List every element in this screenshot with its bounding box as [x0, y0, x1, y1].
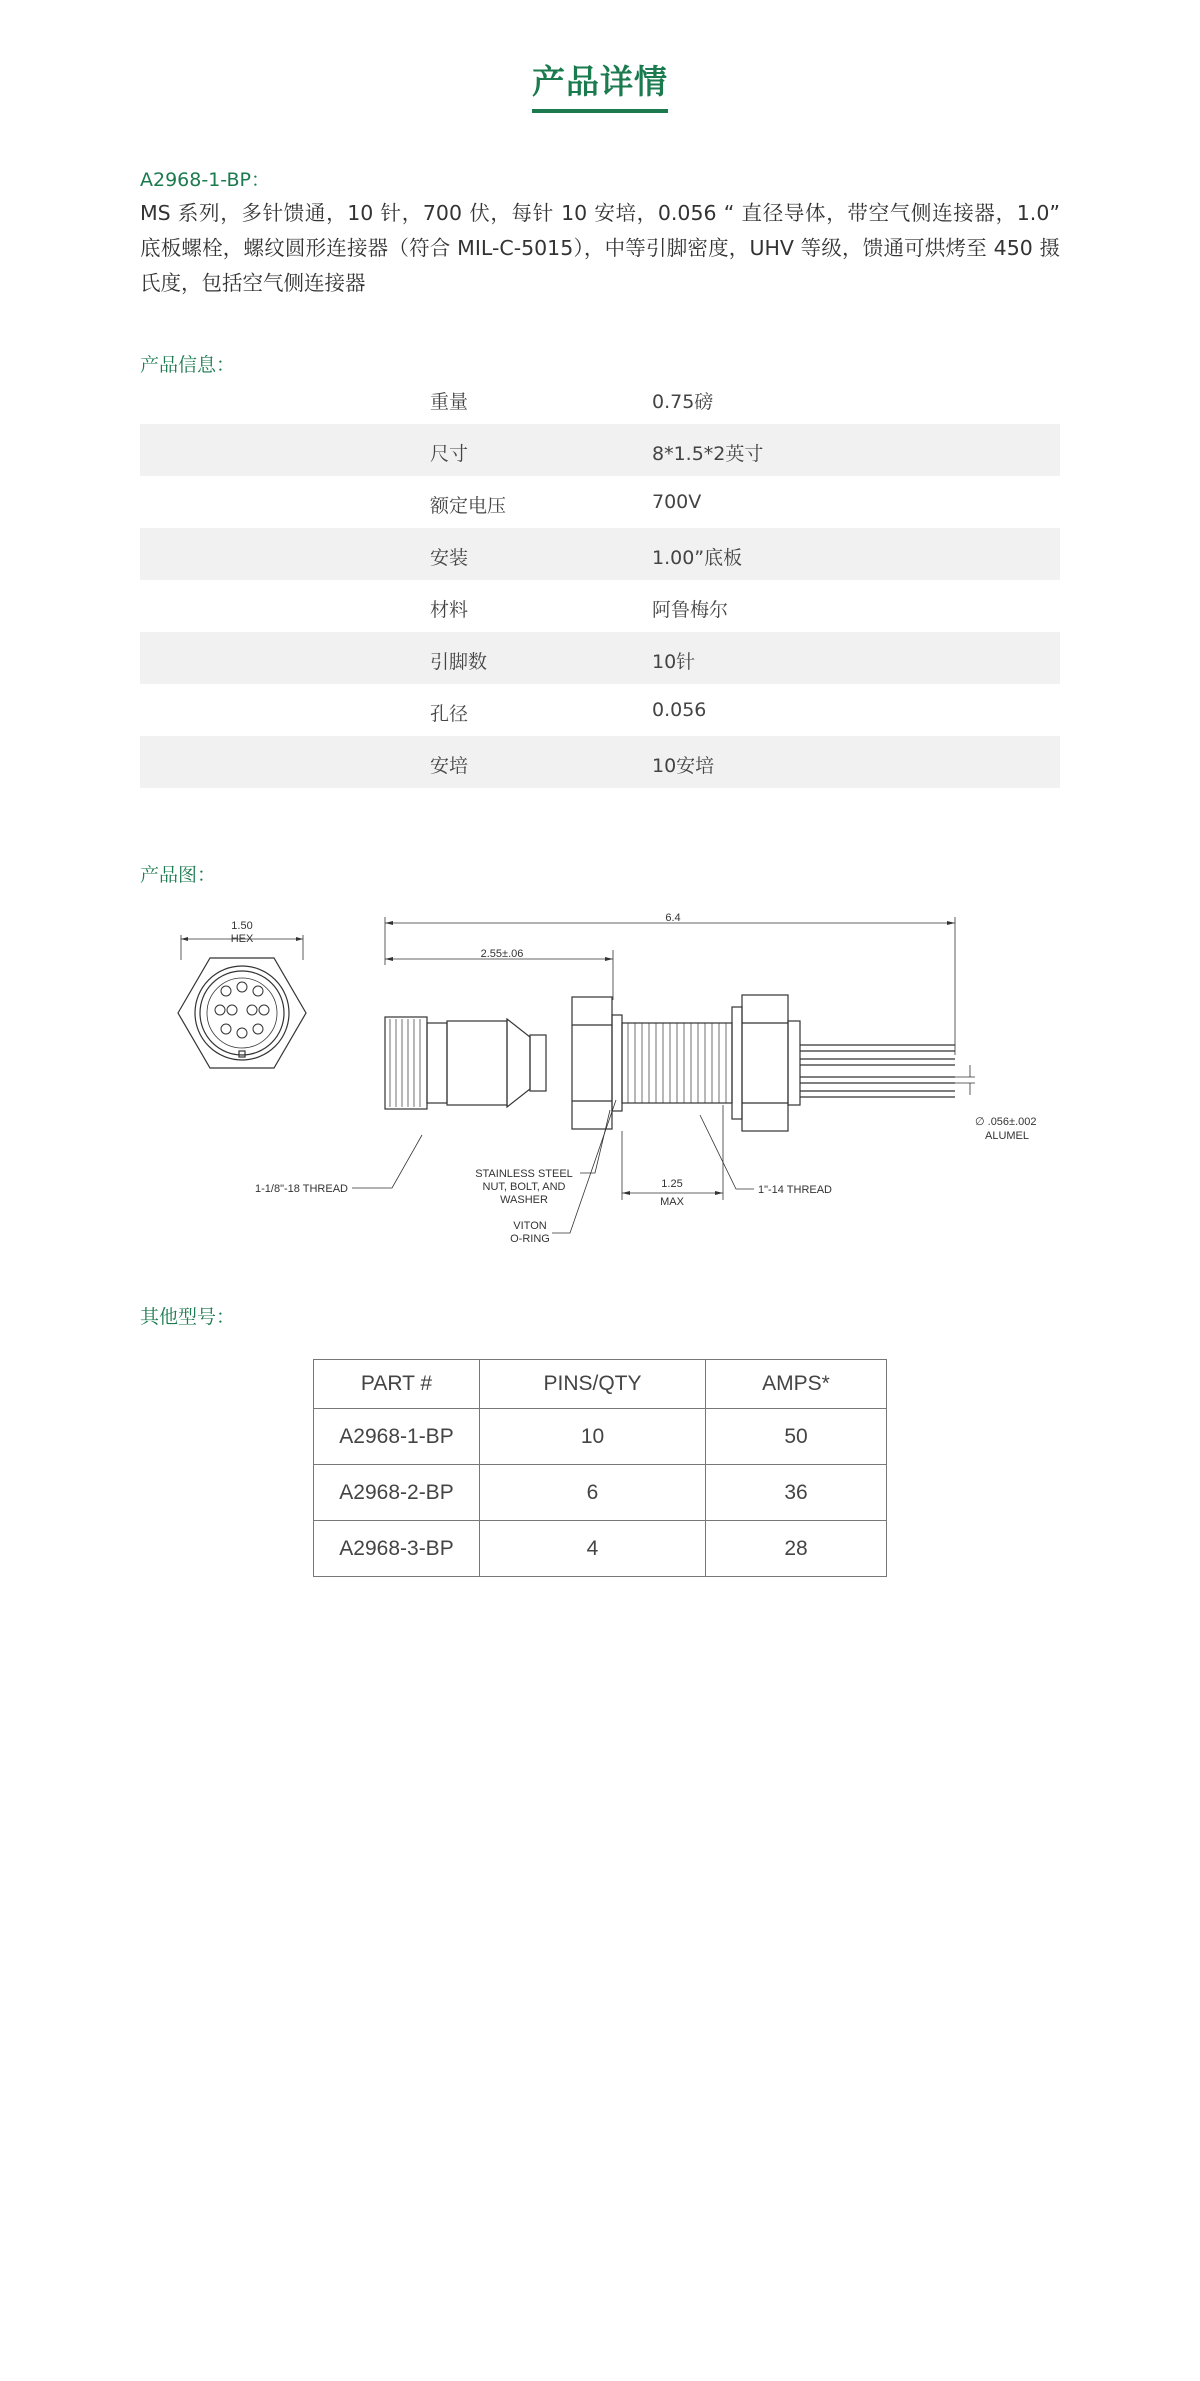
- cell-pins: 4: [480, 1521, 706, 1577]
- thread-18-label: 1-1/8"-18 THREAD: [255, 1183, 348, 1195]
- cell-amps: 36: [706, 1465, 887, 1521]
- info-row: [140, 736, 1060, 788]
- product-technical-drawing: [140, 895, 1060, 1275]
- nut-label-line2: NUT, BOLT, AND: [482, 1181, 566, 1193]
- hex-label: HEX: [230, 933, 254, 945]
- header-amps: AMPS*: [706, 1360, 887, 1409]
- cell-part: A2968-2-BP: [314, 1465, 480, 1521]
- info-row: [140, 632, 1060, 684]
- info-value: 1.00”底板: [652, 547, 743, 569]
- header-pins: PINS/QTY: [480, 1360, 706, 1409]
- info-key: 重量: [430, 391, 469, 413]
- info-row: [140, 424, 1060, 476]
- cell-pins: 10: [480, 1409, 706, 1465]
- info-table: [140, 372, 1060, 788]
- info-key: 孔径: [430, 703, 469, 725]
- info-value: 0.75磅: [652, 391, 714, 413]
- info-key: 尺寸: [430, 443, 469, 465]
- drawing-section-label: 产品图：: [140, 864, 217, 886]
- info-key: 引脚数: [430, 651, 488, 673]
- cell-pins: 6: [480, 1465, 706, 1521]
- overall-length-label: 6.4: [665, 912, 681, 924]
- table-row: [314, 1521, 887, 1577]
- thread-14-leader: [700, 1115, 754, 1189]
- nut-label-line3: WASHER: [500, 1194, 548, 1206]
- info-value: 10针: [652, 651, 696, 673]
- info-key: 安装: [430, 547, 469, 569]
- page-title: 产品详情: [0, 56, 1200, 113]
- pin-material-label: ALUMEL: [985, 1130, 1030, 1142]
- table-row: [314, 1465, 887, 1521]
- info-value: 阿鲁梅尔: [652, 599, 729, 621]
- models-section-label: 其他型号：: [140, 1306, 236, 1328]
- model-label: A2968-1-BP：: [140, 169, 270, 191]
- info-key: 安培: [430, 755, 469, 777]
- thread-14-label: 1"-14 THREAD: [758, 1184, 833, 1196]
- hex-dimension: 1.50: [231, 920, 253, 932]
- info-key: 额定电压: [430, 495, 507, 517]
- body-length-label: 2.55±.06: [480, 948, 524, 960]
- table-row: [314, 1409, 887, 1465]
- info-section-label: 产品信息：: [140, 354, 236, 376]
- info-value: 10安培: [652, 755, 715, 777]
- oring-label-line2: O-RING: [510, 1233, 550, 1245]
- cell-amps: 50: [706, 1409, 887, 1465]
- cell-part: A2968-3-BP: [314, 1521, 480, 1577]
- thread-18-leader: [352, 1135, 422, 1188]
- pin-diameter-label: ∅ .056±.002: [975, 1116, 1037, 1128]
- info-row: [140, 372, 1060, 424]
- info-value: 8*1.5*2英寸: [652, 443, 764, 465]
- side-view-body: [385, 995, 800, 1131]
- product-description: MS 系列，多针馈通，10 针，700 伏，每针 10 安培，0.056 “ 直径导体，带空气侧连接器，1.0” 底板螺栓，螺纹圆形连接器（符合 MIL-C-5015），中等引脚密度，UHV 等级，馈通可烘烤至 450 摄氏度，包括空气侧连接器: [140, 201, 1060, 295]
- max-label: MAX: [660, 1196, 684, 1208]
- info-row: [140, 476, 1060, 528]
- oring-leader: [552, 1100, 616, 1233]
- info-value: 0.056: [652, 699, 707, 721]
- pins-side-view: [800, 1045, 975, 1097]
- info-row: [140, 684, 1060, 736]
- max-length-label: 1.25: [661, 1178, 683, 1190]
- pin-holes: [215, 982, 269, 1038]
- oring-label-line1: VITON: [513, 1220, 547, 1232]
- info-value: 700V: [652, 491, 702, 513]
- info-key: 材料: [430, 599, 469, 621]
- info-row: [140, 528, 1060, 580]
- info-row: [140, 580, 1060, 632]
- hex-end-view: [178, 935, 306, 1068]
- cell-part: A2968-1-BP: [314, 1409, 480, 1465]
- header-part: PART #: [314, 1360, 480, 1409]
- cell-amps: 28: [706, 1521, 887, 1577]
- nut-leader: [580, 1110, 610, 1173]
- table-header-row: [314, 1360, 887, 1409]
- other-models-table: [313, 1359, 887, 1577]
- nut-label-line1: STAINLESS STEEL: [475, 1168, 573, 1180]
